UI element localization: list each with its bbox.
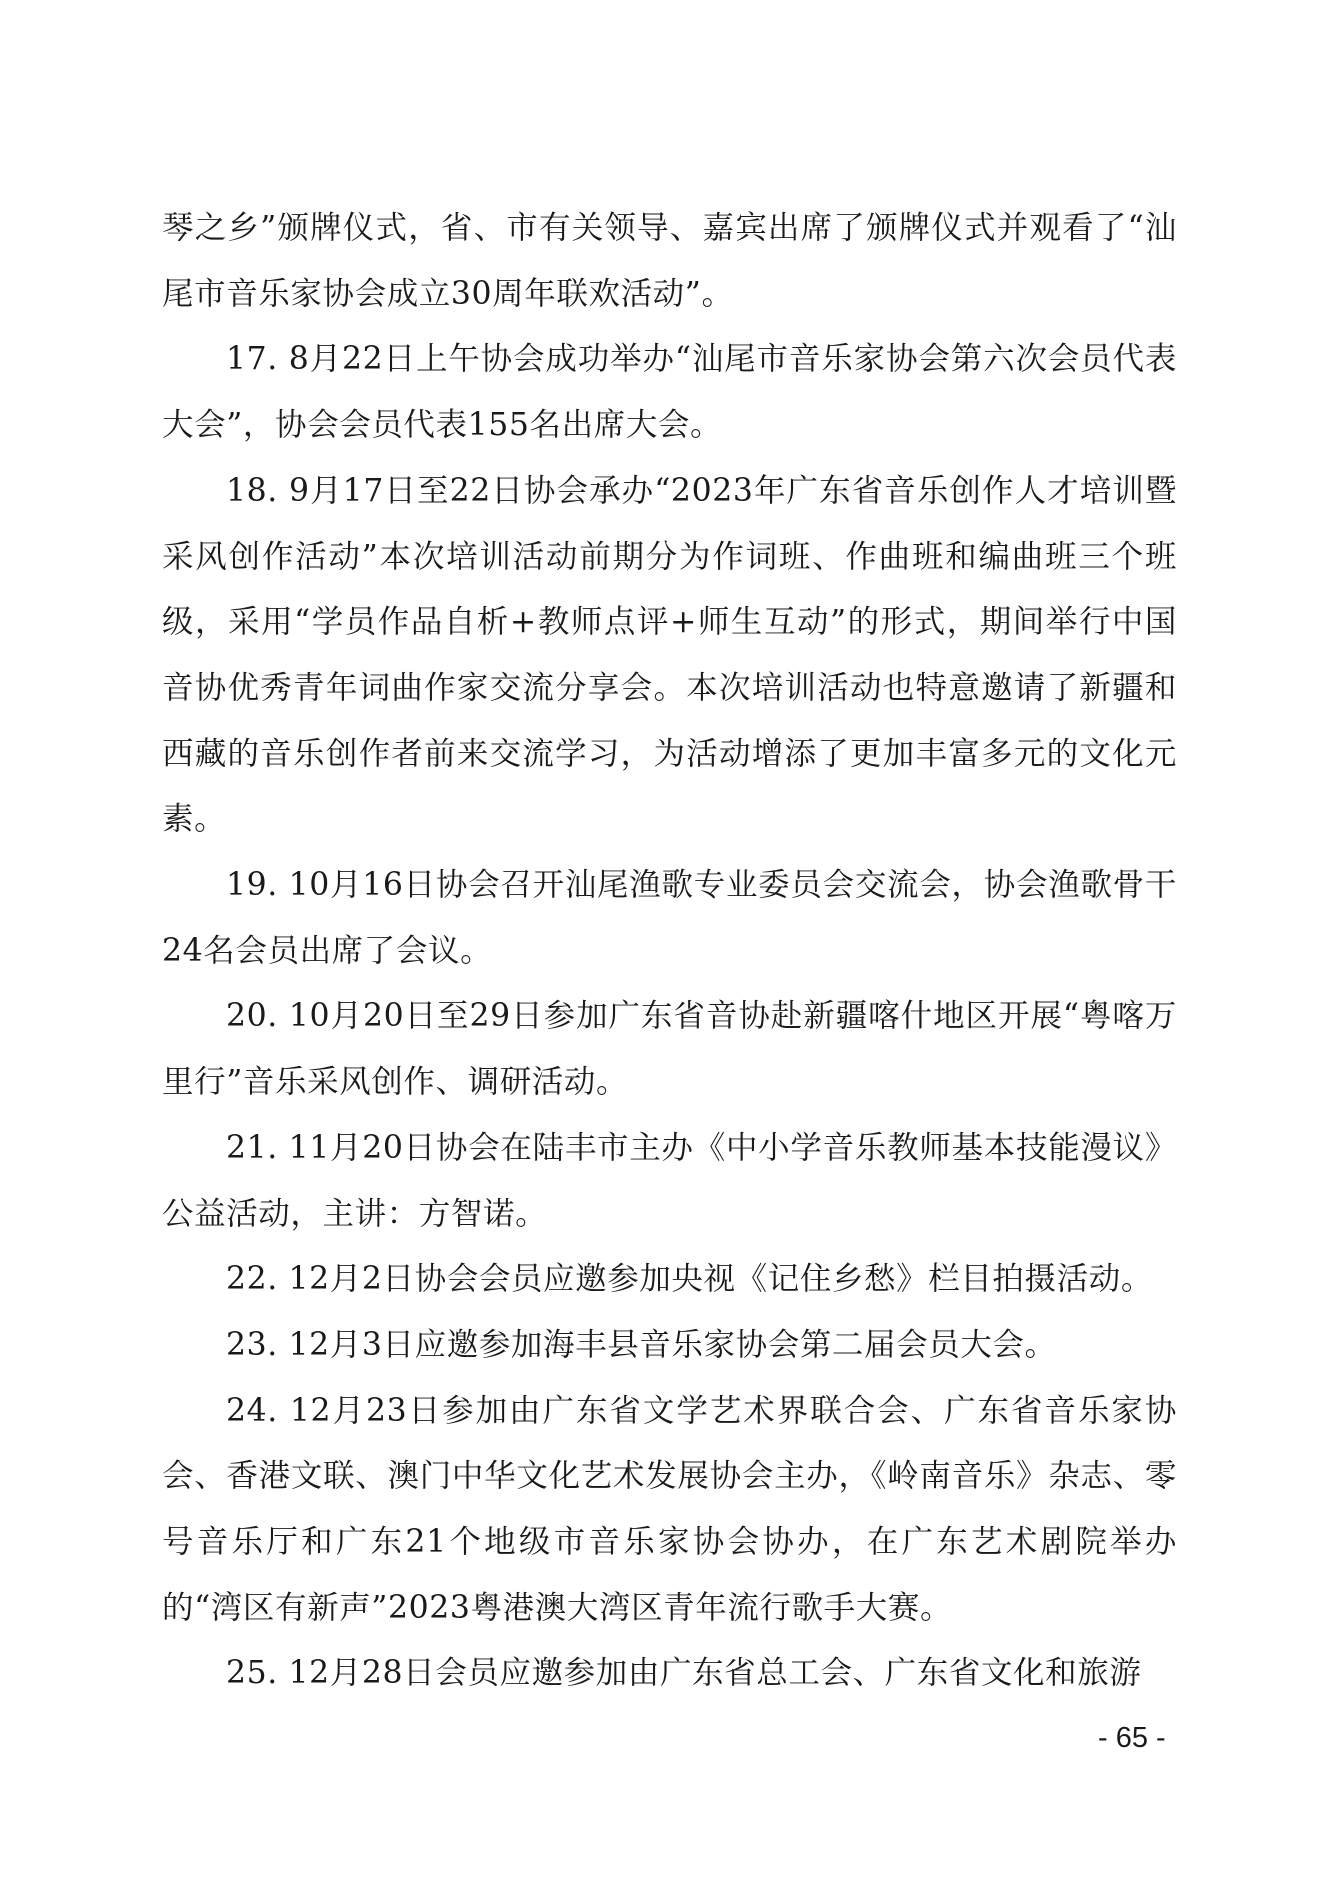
paragraph-item-24: 24. 12月23日参加由广东省文学艺术界联合会、广东省音乐家协会、香港文联、澳门中华文化艺术发展协会主办，《岭南音乐》杂志、零号音乐厅和广东21个地级市音乐家协会协办，在广东艺术剧院举办的“湾区有新声”2023粤港澳大湾区青年流行歌手大赛。 — [162, 1392, 1177, 1626]
paragraph-item-21: 21. 11月20日协会在陆丰市主办《中小学音乐教师基本技能漫议》公益活动，主讲：方智诺。 — [162, 1129, 1177, 1232]
paragraph-item-18: 18. 9月17日至22日协会承办“2023年广东省音乐创作人才培训暨采风创作活动”本次培训活动前期分为作词班、作曲班和编曲班三个班级，采用“学员作品自析+教师点评+师生互动”的形式，期间举行中国音协优秀青年词曲作家交流分享会。本次培训活动也特意邀请了新疆和西藏的音乐创作者前来交流学习，为活动增添了更加丰富多元的文化元素。 — [162, 472, 1177, 838]
body-text — [162, 196, 1177, 1707]
paragraph-continuation: 琴之乡”颁牌仪式，省、市有关领导、嘉宾出席了颁牌仪式并观看了“汕尾市音乐家协会成立30周年联欢活动”。 — [162, 210, 1177, 312]
paragraph-item-22: 22. 12月2日协会会员应邀参加央视《记住乡愁》栏目拍摄活动。 — [226, 1261, 1153, 1298]
paragraph-item-19: 19. 10月16日协会召开汕尾渔歌专业委员会交流会，协会渔歌骨干24名会员出席了会议。 — [162, 867, 1177, 969]
paragraph-item-17: 17. 8月22日上午协会成功举办“汕尾市音乐家协会第六次会员代表大会”，协会会员代表155名出席大会。 — [162, 341, 1177, 444]
page-number: - 65 - — [1098, 1722, 1166, 1754]
paragraph-item-25: 25. 12月28日会员应邀参加由广东省总工会、广东省文化和旅游 — [226, 1655, 1142, 1692]
paragraph-item-20: 20. 10月20日至29日参加广东省音协赴新疆喀什地区开展“粤喀万里行”音乐采风创作、调研活动。 — [162, 998, 1177, 1101]
paragraph-item-23: 23. 12月3日应邀参加海丰县音乐家协会第二届会员大会。 — [226, 1326, 1057, 1363]
